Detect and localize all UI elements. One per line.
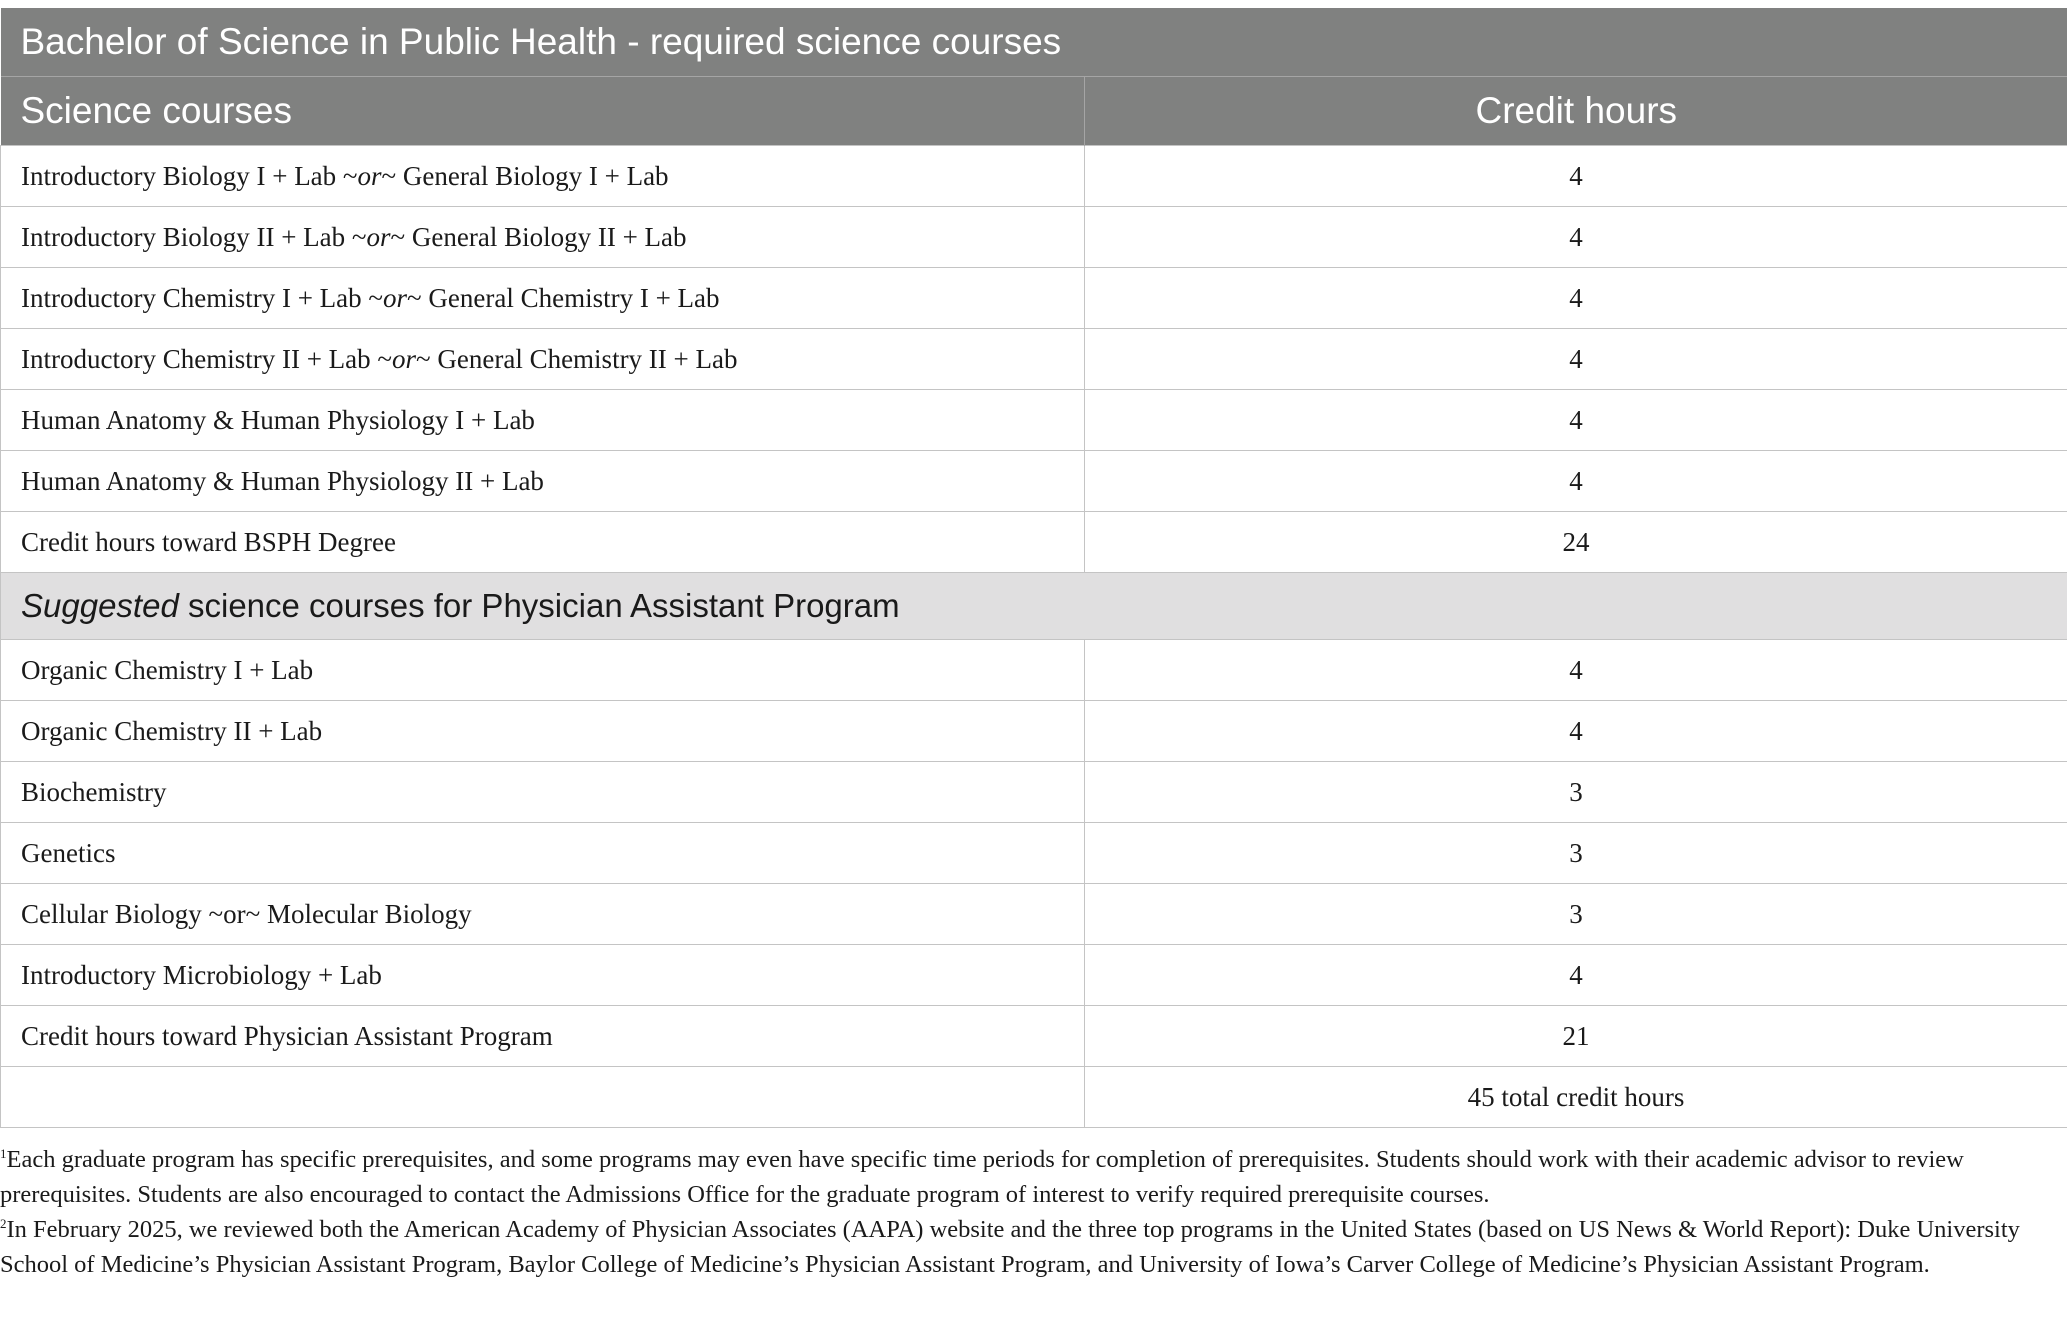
course-cell bbox=[1, 146, 1085, 207]
table-row bbox=[1, 1067, 2067, 1128]
course-alternative: ~ General Chemistry II + Lab bbox=[416, 343, 738, 374]
footnote bbox=[0, 1142, 2060, 1212]
table-row bbox=[1, 512, 2067, 573]
table-row bbox=[1, 823, 2067, 884]
column-header-course: Science courses bbox=[1, 77, 1085, 146]
course-cell: Genetics bbox=[1, 823, 1085, 884]
table-row bbox=[1, 146, 2067, 207]
credit-hours-cell: 3 bbox=[1085, 823, 2067, 884]
section-heading-italic: Suggested bbox=[21, 587, 179, 624]
table-row bbox=[1, 390, 2067, 451]
course-cell bbox=[1, 1067, 1085, 1128]
credit-hours-cell: 24 bbox=[1085, 512, 2067, 573]
table-row bbox=[1, 640, 2067, 701]
credit-hours-cell: 4 bbox=[1085, 146, 2067, 207]
course-cell bbox=[1, 207, 1085, 268]
course-cell: Biochemistry bbox=[1, 762, 1085, 823]
credit-hours-cell: 45 total credit hours bbox=[1085, 1067, 2067, 1128]
table-row bbox=[1, 329, 2067, 390]
footnote-marker: 2 bbox=[0, 1216, 7, 1231]
table-row bbox=[1, 207, 2067, 268]
credit-hours-cell: 3 bbox=[1085, 884, 2067, 945]
credit-hours-cell: 4 bbox=[1085, 640, 2067, 701]
course-cell bbox=[1, 390, 1085, 451]
course-cell: Introductory Microbiology + Lab bbox=[1, 945, 1085, 1006]
footnote-text: Each graduate program has specific prerequisites, and some programs may even have specific time periods for completion of prerequisites. Students should work with their academic advisor to review prerequisites. Students are also encouraged to contact the Admissions Office for the graduate program of interest to verify required prerequisite courses. bbox=[0, 1146, 1964, 1208]
footnote-text: In February 2025, we reviewed both the American Academy of Physician Associates (AAPA) website and the three top programs in the United States (based on US News & World Report): Duke University School of Medicine’s Physician Assistant Program, Baylor College of Medicine’s Physician Assistant Program, and University of Iowa’s Carver College of Medicine’s Physician Assistant Program. bbox=[0, 1216, 2020, 1278]
suggested-section-row bbox=[1, 573, 2067, 640]
credit-hours-cell: 4 bbox=[1085, 329, 2067, 390]
table-row bbox=[1, 884, 2067, 945]
course-cell bbox=[1, 268, 1085, 329]
table-title-row bbox=[1, 8, 2067, 77]
credit-hours-cell: 4 bbox=[1085, 451, 2067, 512]
course-name: Introductory Biology II + Lab ~ bbox=[21, 221, 367, 252]
table-footnotes bbox=[0, 1142, 2060, 1282]
course-name: Credit hours toward BSPH Degree bbox=[21, 526, 396, 557]
table-row bbox=[1, 762, 2067, 823]
table-row bbox=[1, 268, 2067, 329]
course-cell: Credit hours toward Physician Assistant Program bbox=[1, 1006, 1085, 1067]
course-or-italic: or bbox=[392, 343, 417, 374]
course-cell: Cellular Biology ~or~ Molecular Biology bbox=[1, 884, 1085, 945]
section-heading-text: science courses for Physician Assistant Program bbox=[178, 587, 900, 624]
credit-hours-cell: 4 bbox=[1085, 390, 2067, 451]
course-alternative: ~ General Biology II + Lab bbox=[390, 221, 687, 252]
course-name: Introductory Chemistry I + Lab ~ bbox=[21, 282, 384, 313]
table-title: Bachelor of Science in Public Health - required science courses bbox=[1, 8, 2067, 77]
course-or-italic: or bbox=[357, 160, 382, 191]
suggested-courses-group bbox=[1, 640, 2067, 1128]
course-cell bbox=[1, 512, 1085, 573]
credit-hours-cell: 3 bbox=[1085, 762, 2067, 823]
credit-hours-cell: 4 bbox=[1085, 945, 2067, 1006]
course-alternative: ~ General Biology I + Lab bbox=[381, 160, 669, 191]
course-cell bbox=[1, 329, 1085, 390]
credit-hours-cell: 4 bbox=[1085, 207, 2067, 268]
table-header-row bbox=[1, 77, 2067, 146]
column-header-credit: Credit hours bbox=[1085, 77, 2067, 146]
course-cell bbox=[1, 451, 1085, 512]
table-row bbox=[1, 945, 2067, 1006]
table-row bbox=[1, 1006, 2067, 1067]
credit-hours-cell: 4 bbox=[1085, 701, 2067, 762]
footnote-marker: 1 bbox=[0, 1146, 7, 1161]
course-name: Human Anatomy & Human Physiology I + Lab bbox=[21, 404, 535, 435]
course-alternative: ~ General Chemistry I + Lab bbox=[407, 282, 720, 313]
credit-hours-cell: 4 bbox=[1085, 268, 2067, 329]
footnote bbox=[0, 1212, 2060, 1282]
suggested-section-heading bbox=[1, 573, 2067, 640]
table-row bbox=[1, 701, 2067, 762]
course-name: Human Anatomy & Human Physiology II + Lab bbox=[21, 465, 544, 496]
credit-hours-cell: 21 bbox=[1085, 1006, 2067, 1067]
course-requirements-document bbox=[0, 8, 2067, 1128]
course-or-italic: or bbox=[366, 221, 391, 252]
course-or-italic: or bbox=[383, 282, 408, 313]
science-courses-table bbox=[0, 8, 2067, 1128]
course-cell: Organic Chemistry II + Lab bbox=[1, 701, 1085, 762]
course-name: Introductory Biology I + Lab ~ bbox=[21, 160, 358, 191]
required-courses-group bbox=[1, 146, 2067, 573]
course-name: Introductory Chemistry II + Lab ~ bbox=[21, 343, 392, 374]
course-cell: Organic Chemistry I + Lab bbox=[1, 640, 1085, 701]
table-row bbox=[1, 451, 2067, 512]
